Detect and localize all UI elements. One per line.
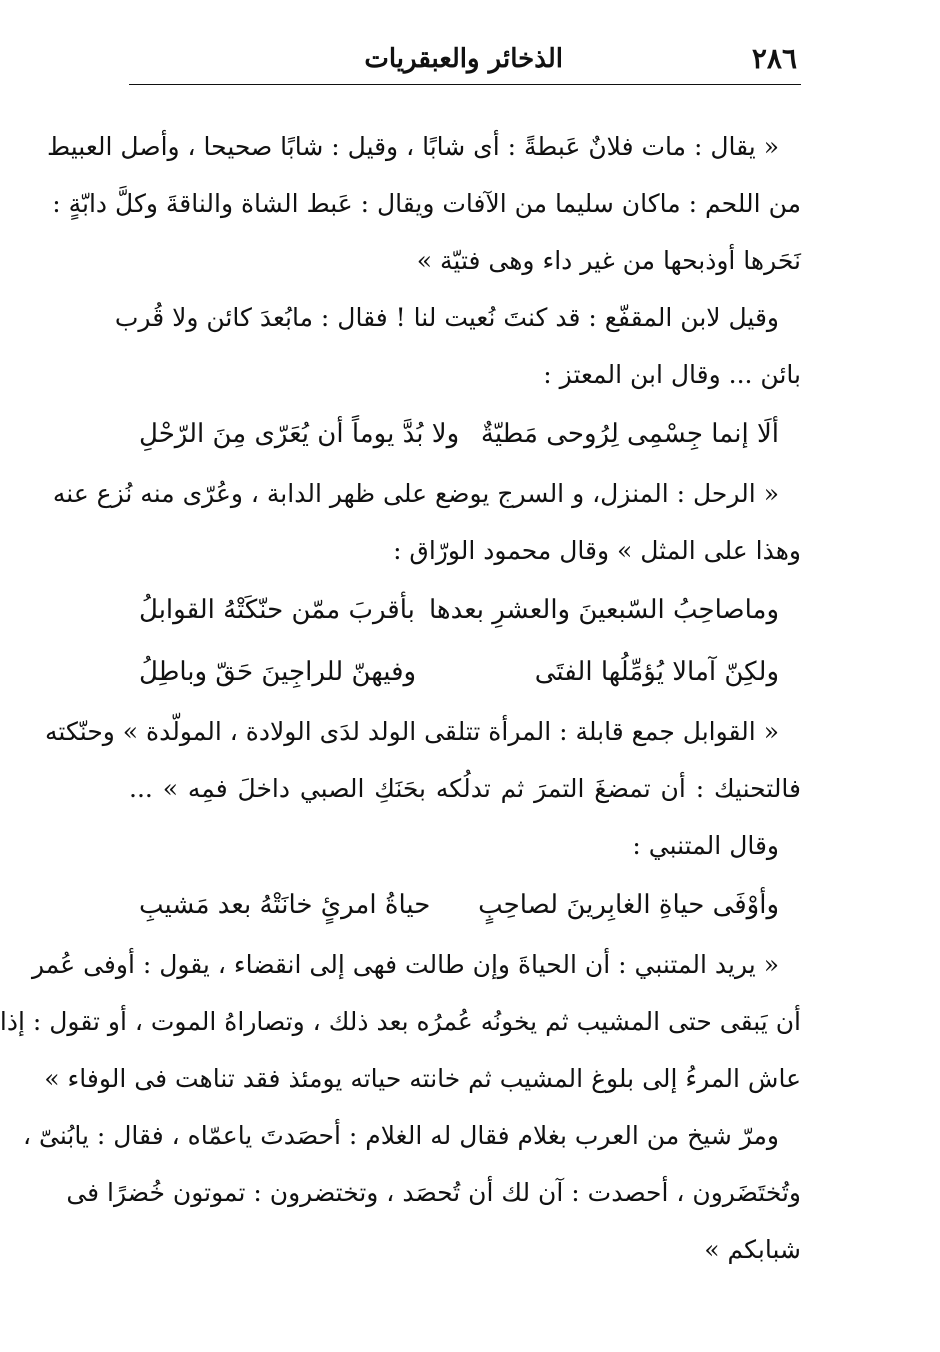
text-line: من اللحم : ماكان سليما من الآفات ويقال : عَبط الشاة والناقةَ وكلَّ دابّةٍ : [52,189,801,218]
text-line: وقال المتنبي : [632,831,779,860]
verse-second-hemistich: بأقربَ ممّن حنّكَتْهُ القوابلُ [139,595,415,625]
verse-line [129,579,801,641]
text-line: « القوابل جمع قابلة : المرأة تتلقى الولد لدَى الولادة ، المولّدة » وحنّكته [45,717,779,746]
text-line: أن يَبقى حتى المشيب ثم يخونُه عُمرُه بعد ذلك ، وتصاراهُ الموت ، أو تقول : إذا [0,1007,801,1036]
text-line: « يقال : مات فلانٌ عَبطةً : أى شابًا ، وقيل : شابًا صحيحا ، وأصل العبيط [47,132,779,161]
text-line: « يريد المتنبي : أن الحياةَ وإن طالت فهى إلى انقضاء ، يقول : أوفى عُمر [31,950,779,979]
running-title: الذخائر والعبقريات [364,44,563,74]
text-line: وهذا على المثل » وقال محمود الورّاق : [393,536,801,565]
verse-first-hemistich: وأوْفَى حياةِ الغابِرينَ لصاحِبٍ [478,890,779,920]
page-header [129,40,801,85]
text-line: وقيل لابن المقفّع : قد كنتَ نُعيت لنا ! فقال : مابُعدَ كائن ولا قُرب [114,303,779,332]
verse-first-hemistich: ألَا إنما جِسْمِى لِرُوحى مَطيّةٌ [480,419,779,449]
verse-second-hemistich: وفيهنّ للراجِينَ حَقّ وباطِلُ [139,657,417,687]
verse-second-hemistich: حياةُ امرئٍ خانَتْهُ بعد مَشيبِ [139,890,431,920]
verse-first-hemistich: وماصاحِبُ السّبعينَ والعشرِ بعدها [428,595,779,625]
text-line: « الرحل : المنزل، و السرج يوضع على ظهر الدابة ، وعُرّى منه نُزع عنه [52,479,779,508]
page-body [0,118,801,1278]
text-line: وتُختَضَرون ، أحصدت : آن لك أن تُحصَد ، وتختضرون : تموتون خُضرًا فى [66,1178,801,1207]
verse-line [129,403,801,465]
verse-line [129,641,801,703]
text-line: ومرّ شيخ من العرب بغلام فقال له الغلام : أحصَدتَ ياعمّاه ، فقال : يابُنىّ ، [23,1121,779,1150]
text-line: عاش المرءُ إلى بلوغ المشيب ثم خانته حياته يومئذ فقد تناهت فى الوفاء » [44,1064,801,1093]
verse-first-hemistich: ولكِنّ آمالا يُؤمِّلُها الفتَى [534,657,779,687]
text-line: شبابكم » [704,1235,801,1264]
text-line: نَحَرها أوذبحها من غير داء وهى فتيّة » [416,246,801,275]
page-number: ٢٨٦ [751,42,797,75]
verse-line [129,874,801,936]
text-line: بائن ... وقال ابن المعتز : [543,360,801,389]
verse-second-hemistich: ولا بُدَّ يوماً أن يُعَرّى مِنَ الرّحْلِ [139,419,460,449]
text-line: فالتحنيك : أن تمضغَ التمرَ ثم تدلُكه بحَنَكِ الصبي داخلَ فمِه » ... [129,774,801,803]
